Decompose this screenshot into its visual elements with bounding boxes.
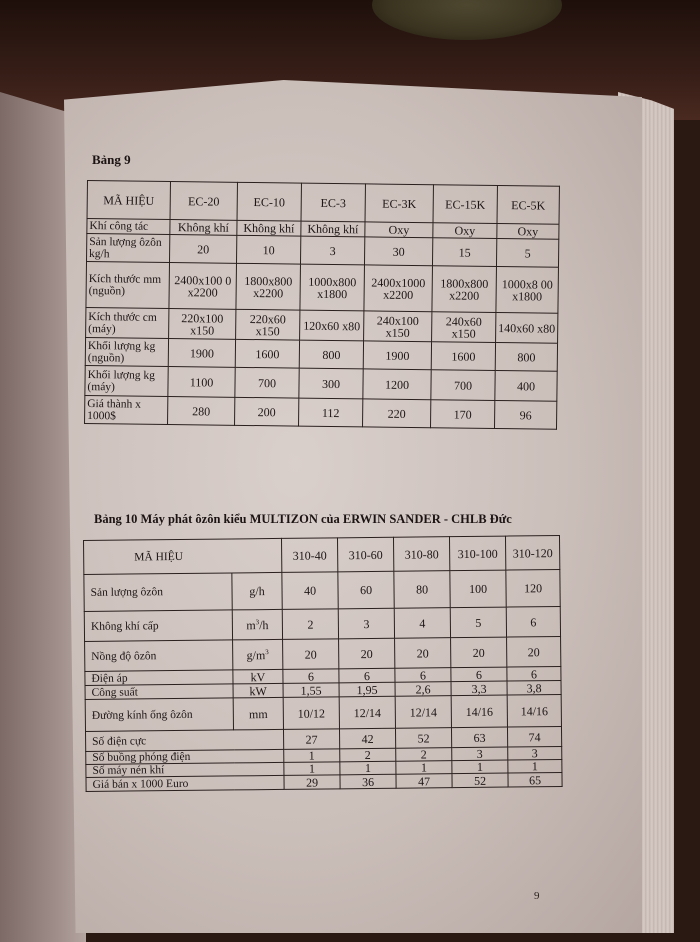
table-cell: 20 [451, 637, 507, 668]
table-row [85, 695, 561, 732]
table10-header-cell: MÃ HIỆU [84, 538, 282, 574]
table10 [83, 535, 563, 792]
table-cell: 400 [495, 371, 557, 402]
table-cell: 1 [508, 759, 562, 773]
table-cell: 6 [339, 668, 395, 683]
unit-cell: kV [233, 669, 283, 684]
table-cell: 10/12 [283, 697, 339, 730]
table-row [84, 570, 560, 612]
table-cell: 3 [338, 608, 394, 639]
table-cell: 5 [450, 607, 506, 638]
table-cell: 5 [496, 239, 558, 268]
table-cell: 240x60 x150 [432, 312, 496, 343]
table-cell: 200 [235, 397, 299, 426]
table-cell: 1 [340, 761, 396, 775]
table-cell: 700 [235, 367, 299, 398]
table-cell: 1000x8 00 x1800 [496, 267, 559, 314]
table-cell: 63 [451, 727, 507, 748]
table-cell: 1800x800 x2200 [236, 263, 301, 310]
table-cell: 120x60 x80 [300, 310, 364, 341]
table-cell: 300 [299, 368, 363, 399]
table9-header-cell: EC-10 [237, 182, 301, 221]
table9-title: Bảng 9 [92, 152, 131, 167]
table-cell: Không khí [170, 220, 237, 236]
table-cell: 6 [283, 669, 339, 684]
table-cell: 140x60 x80 [496, 313, 558, 344]
row-label: Sản lượng ôzôn [84, 573, 232, 612]
row-label: Sản lượng ôzôn kg/h [87, 234, 170, 263]
row-label: Kích thước cm (máy) [86, 307, 169, 338]
unit-cell: $m^3/h$ [232, 609, 282, 640]
table-cell: 2 [340, 748, 396, 762]
table-cell: 1900 [363, 341, 431, 370]
table-cell: 240x100 x150 [364, 311, 432, 342]
table-cell: 800 [299, 340, 363, 369]
table9-header-cell: EC-15K [433, 185, 497, 224]
row-label: Số máy nén khí [86, 762, 284, 777]
table-cell: 60 [338, 571, 394, 609]
table-cell: 96 [494, 400, 556, 429]
table-row [84, 607, 560, 642]
table-row [86, 262, 559, 314]
table-cell: 12/14 [339, 696, 395, 729]
table-cell: 3 [508, 746, 562, 760]
table-cell: 2 [396, 748, 452, 762]
table-cell: 120 [506, 570, 560, 608]
table9-header-cell: EC-20 [170, 182, 237, 221]
table-row [85, 395, 557, 429]
table-cell: 42 [339, 728, 395, 749]
table10-header-cell: 310-120 [505, 536, 559, 571]
row-label: Khối lượng kg (máy) [85, 365, 168, 396]
table-cell: 47 [396, 774, 452, 789]
table10-header-cell: 310-100 [449, 536, 505, 571]
table-cell: 1,95 [339, 682, 395, 697]
unit-cell: $g/m^3$ [233, 639, 283, 670]
table-cell: 2400x100 0 x2200 [169, 263, 237, 310]
table10-header-cell: 310-40 [281, 538, 337, 573]
table-cell: 6 [507, 667, 561, 682]
row-label: Khí công tác [87, 219, 170, 235]
table10-header-cell: 310-60 [337, 537, 393, 572]
row-label: Không khí cấp [84, 610, 232, 642]
table9-header-cell: EC-3K [365, 184, 433, 223]
table-cell: 29 [284, 775, 340, 790]
table-cell: 74 [507, 726, 561, 747]
table-cell: Không khí [301, 221, 365, 237]
table-cell: 1,55 [283, 683, 339, 698]
table-cell: 15 [432, 238, 496, 267]
table-cell: 220 [363, 399, 431, 428]
table-cell: 1200 [363, 369, 431, 400]
row-label: Đường kính ống ôzôn [85, 698, 233, 732]
row-label: Số buồng phóng điện [86, 749, 284, 764]
table10-header-row [84, 536, 560, 575]
row-label: Giá bán x 1000 Euro [86, 775, 284, 791]
unit-cell: mm [233, 697, 283, 730]
table-cell: 3 [300, 236, 364, 265]
table-cell: 36 [340, 774, 396, 789]
table-cell: 2 [282, 609, 338, 640]
table-cell: 20 [507, 637, 561, 668]
table-cell: Không khí [237, 220, 301, 236]
table-cell: 80 [394, 571, 450, 609]
table-cell: 800 [495, 343, 557, 372]
table-cell: Oxy [433, 223, 497, 239]
table-cell: 6 [506, 607, 560, 638]
unit-cell: kW [233, 683, 283, 698]
table9-header-row [87, 181, 559, 225]
table-cell: 10 [236, 235, 300, 264]
table-cell: 3,3 [451, 681, 507, 696]
table-cell: 1 [284, 749, 340, 763]
table-cell: 30 [364, 237, 432, 266]
table9 [84, 180, 560, 430]
table-cell: 220x100 x150 [169, 309, 236, 340]
table-cell: 14/16 [451, 695, 507, 728]
table-row [85, 637, 561, 672]
table-cell: 4 [394, 608, 450, 639]
table-cell: 112 [299, 398, 363, 427]
table10-header-cell: 310-80 [393, 537, 449, 572]
table-cell: 52 [452, 773, 508, 788]
page-number: 9 [534, 890, 540, 902]
table-cell: 1000x800 x1800 [300, 264, 365, 311]
table-cell: 6 [451, 667, 507, 682]
row-label: Giá thành x 1000$ [85, 395, 168, 424]
table-cell: 2400x1000 x2200 [364, 265, 433, 312]
table-cell: 1600 [235, 339, 299, 368]
table-cell: 1 [284, 762, 340, 776]
table-cell: 3,8 [507, 681, 561, 696]
table-cell: 280 [168, 397, 235, 426]
table-cell: 3 [452, 747, 508, 761]
row-label: Nồng độ ôzôn [85, 640, 233, 672]
table-cell: 1100 [168, 367, 235, 398]
table-cell: 20 [169, 235, 236, 264]
unit-cell: g/h [232, 572, 282, 610]
table-cell: 170 [430, 400, 494, 429]
table9-header-cell: EC-3 [301, 183, 365, 222]
table-cell: 220x60 x150 [236, 309, 300, 340]
row-label: Khối lượng kg (nguồn) [85, 337, 168, 366]
table-cell: 700 [431, 370, 495, 401]
table-cell: 27 [283, 729, 339, 750]
table-cell: 2,6 [395, 682, 451, 697]
table-cell: Oxy [365, 222, 433, 238]
table-cell: 1 [396, 761, 452, 775]
table10-title: Bảng 10 Máy phát ôzôn kiểu MULTIZON của ERWIN SANDER - CHLB Đức [94, 512, 512, 526]
table-cell: 40 [282, 572, 338, 610]
table-cell: 20 [339, 638, 395, 669]
table-cell: 52 [395, 728, 451, 749]
table9-header-cell: EC-5K [497, 186, 559, 225]
row-label: Kích thước mm (nguồn) [86, 262, 170, 309]
table-cell: 1 [452, 760, 508, 774]
table9-header-cell: MÃ HIỆU [87, 181, 170, 220]
table-cell: 20 [283, 639, 339, 670]
table-cell: 65 [508, 772, 562, 787]
row-label: Số điện cực [86, 729, 284, 751]
table-cell: Oxy [497, 224, 559, 240]
table-cell: 1800x800 x2200 [432, 266, 497, 313]
table-cell: 1900 [168, 339, 235, 368]
table-cell: 12/14 [395, 696, 451, 729]
table-cell: 100 [450, 570, 506, 608]
row-label: Công suất [85, 684, 233, 700]
table-cell: 20 [395, 638, 451, 669]
table-cell: 1600 [431, 342, 495, 371]
table-cell: 6 [395, 668, 451, 683]
row-label: Điện áp [85, 670, 233, 686]
table-cell: 14/16 [507, 695, 561, 728]
